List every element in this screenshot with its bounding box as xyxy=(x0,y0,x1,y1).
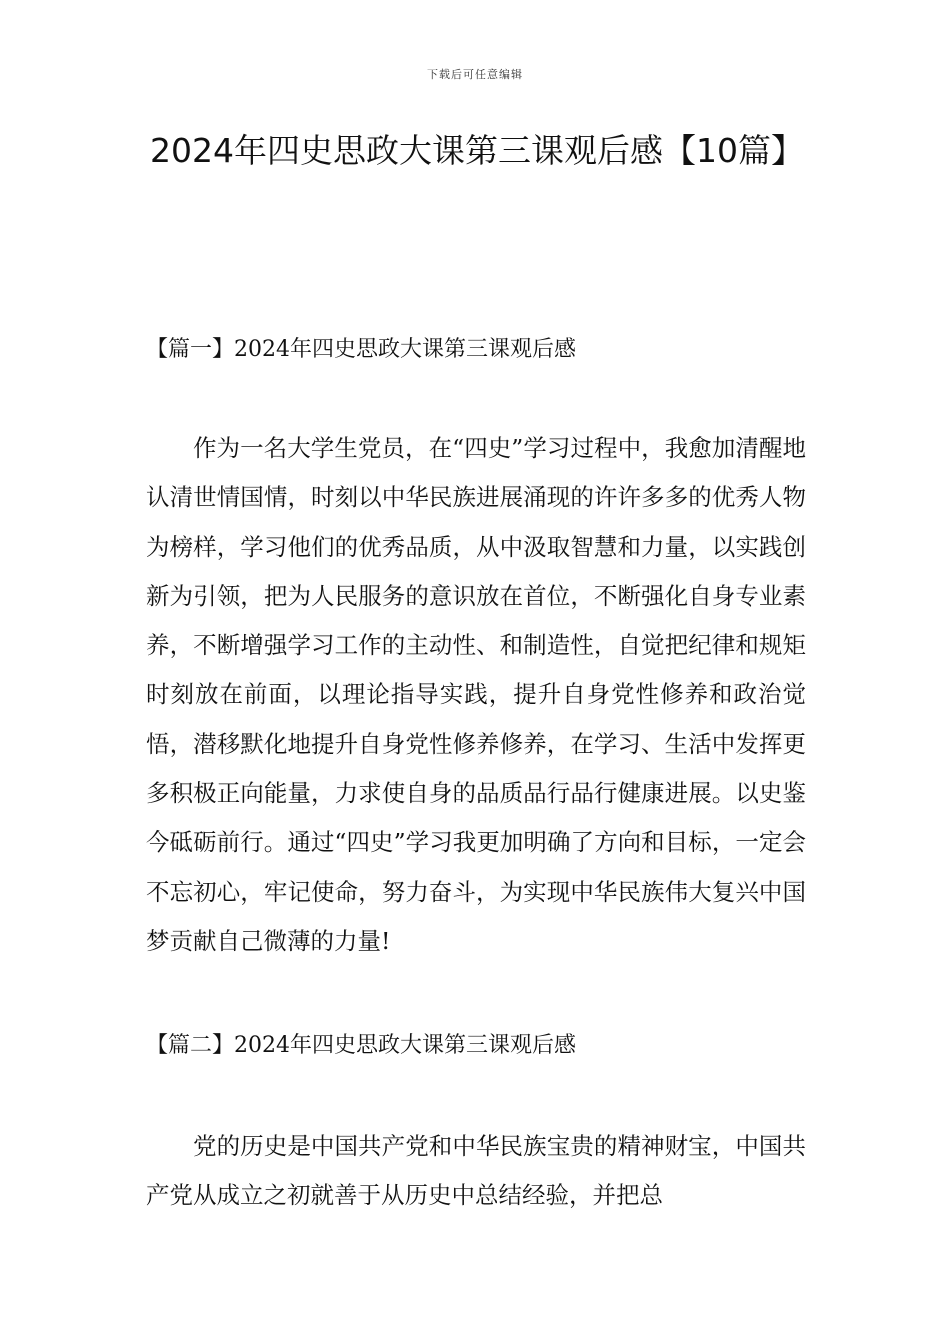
document-title: 2024年四史思政大课第三课观后感【10篇】 xyxy=(150,131,804,170)
header-note: 下载后可任意编辑 xyxy=(427,68,523,81)
section-heading-1: 【篇一】2024年四史思政大课第三课观后感 xyxy=(146,337,576,362)
section-paragraph-2: 党的历史是中国共产党和中华民族宝贵的精神财宝，中国共产党从成立之初就善于从历史中总结经验，并把总 xyxy=(146,1132,806,1210)
section-heading-2: 【篇二】2024年四史思政大课第三课观后感 xyxy=(146,1033,576,1058)
section-paragraph-1: 作为一名大学生党员，在“四史”学习过程中，我愈加清醒地认清世情国情，时刻以中华民族进展涌现的许许多多的优秀人物为榜样，学习他们的优秀品质，从中汲取智慧和力量，以实践创新为引领，把为人民服务的意识放在首位，不断强化自身专业素养，不断增强学习工作的主动性、和制造性，自觉把纪律和规矩时刻放在前面，以理论指导实践，提升自身党性修养和政治觉悟，潜移默化地提升自身党性修养修养，在学习、生活中发挥更多积极正向能量，力求使自身的品质品行品行健康进展。以史鉴今砥砺前行。通过“四史”学习我更加明确了方向和目标，一定会不忘初心，牢记使命，努力奋斗，为实现中华民族伟大复兴中国梦贡献自己微薄的力量! xyxy=(146,434,806,955)
